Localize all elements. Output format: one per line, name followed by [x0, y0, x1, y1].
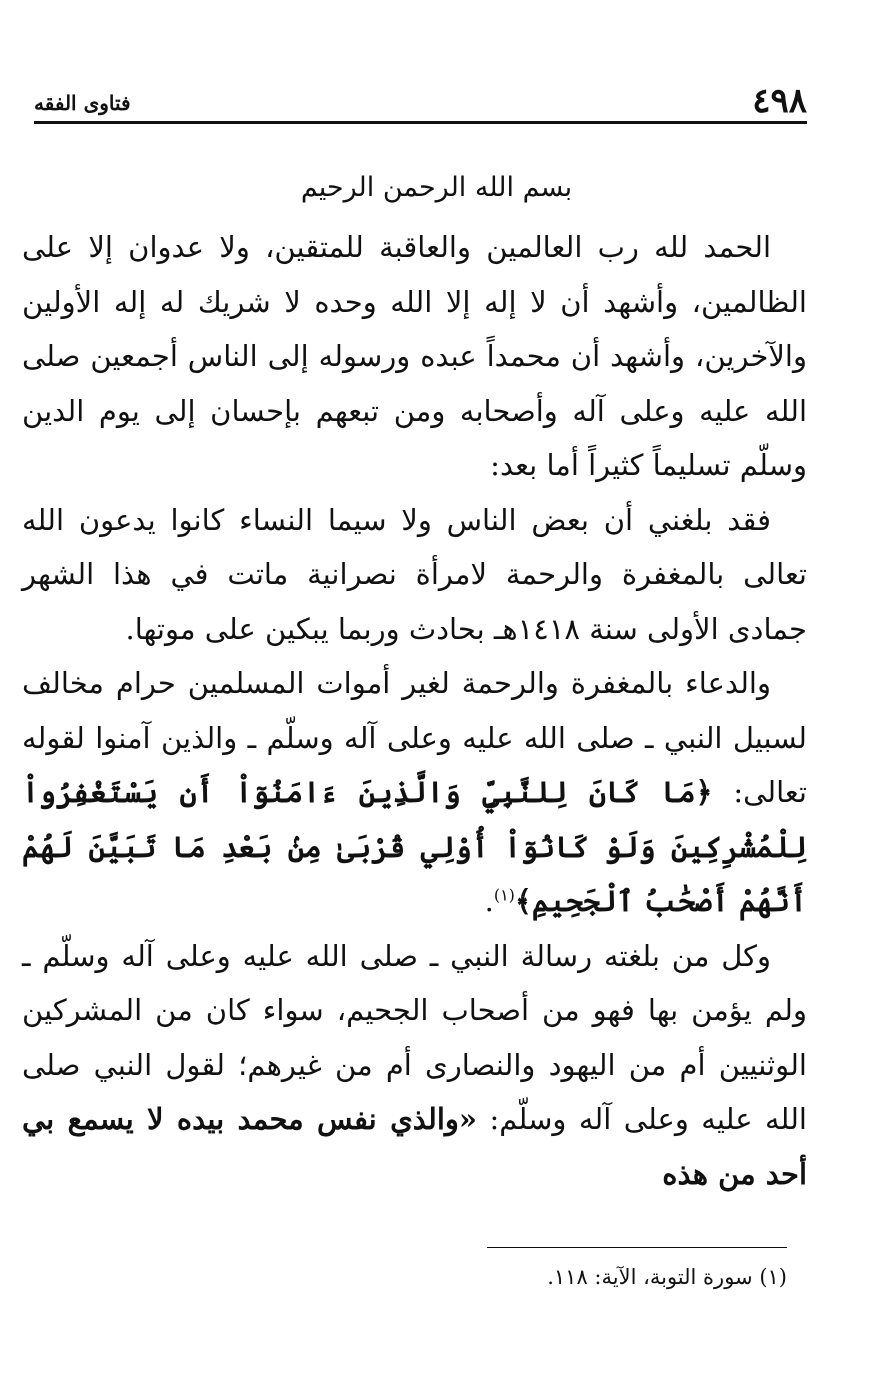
footnote-text: (١) سورة التوبة، الآية: ١١٨.: [547, 1265, 787, 1289]
paragraph-ruling: [22, 656, 807, 929]
book-title: فتاوى الفقه: [34, 91, 131, 115]
footnote-divider: [487, 1247, 787, 1248]
page-number: ٤٩٨: [752, 81, 807, 121]
paragraph-hadith: [22, 929, 807, 1202]
body-text: [22, 220, 807, 1201]
paragraph-ruling-text: والدعاء بالمغفرة والرحمة لغير أموات المسلمين حرام مخالف لسبيل النبي ـ صلى الله عليه وعلى آله وسلّم ـ والذين آمنوا لقوله تعالى:: [22, 666, 807, 809]
hadith-quote: «والذي نفس محمد بيده لا يسمع بي أحد من هذه: [22, 1102, 807, 1191]
page-header: [34, 82, 807, 120]
basmala-heading: بسم الله الرحمن الرحيم: [300, 172, 573, 203]
header-divider: [34, 121, 807, 124]
footnote-reference: (١): [493, 885, 515, 905]
paragraph-ruling-end: .: [484, 884, 494, 918]
paragraph-opening-praise: الحمد لله رب العالمين والعاقبة للمتقين، ولا عدوان إلا على الظالمين، وأشهد أن لا إله إلا الله وحده لا شريك له إله الأولين والآخرين، وأشهد أن محمداً عبده ورسوله إلى الناس أجمعين صلى الله عليه وعلى آله وأصحابه ومن تبعهم بإحسان إلى يوم الدين وسلّم تسليماً كثيراً أما بعد:: [22, 230, 807, 482]
paragraph-hadith-text: وكل من بلغته رسالة النبي ـ صلى الله عليه وعلى آله وسلّم ـ ولم يؤمن بها فهو من أصحاب الجحيم، سواء كان من المشركين الوثنيين أم من اليهود والنصارى أم من غيرهم؛ لقول النبي صلى الله عليه وعلى آله وسلّم:: [22, 938, 807, 1136]
paragraph-news-report: فقد بلغني أن بعض الناس ولا سيما النساء كانوا يدعون الله تعالى بالمغفرة والرحمة لامرأة نصرانية ماتت في هذا الشهر جمادى الأولى سنة ١٤١٨هـ بحادث وربما يبكين على موتها.: [22, 502, 807, 646]
quran-verse: ﴿مَا كَانَ لِلنَّبِيِّ وَالَّذِينَ ءَامَنُوٓاْ أَن يَسْتَغْفِرُواْ لِلْمُشْرِكِينَ وَلَوْ كَانُوٓاْ أُوْلِي قُرْبَىٰ مِنۢ بَعْدِ مَا تَبَيَّنَ لَهُمْ أَنَّهُمْ أَصْحَٰبُ ٱلْجَحِيمِ﴾: [22, 775, 807, 918]
